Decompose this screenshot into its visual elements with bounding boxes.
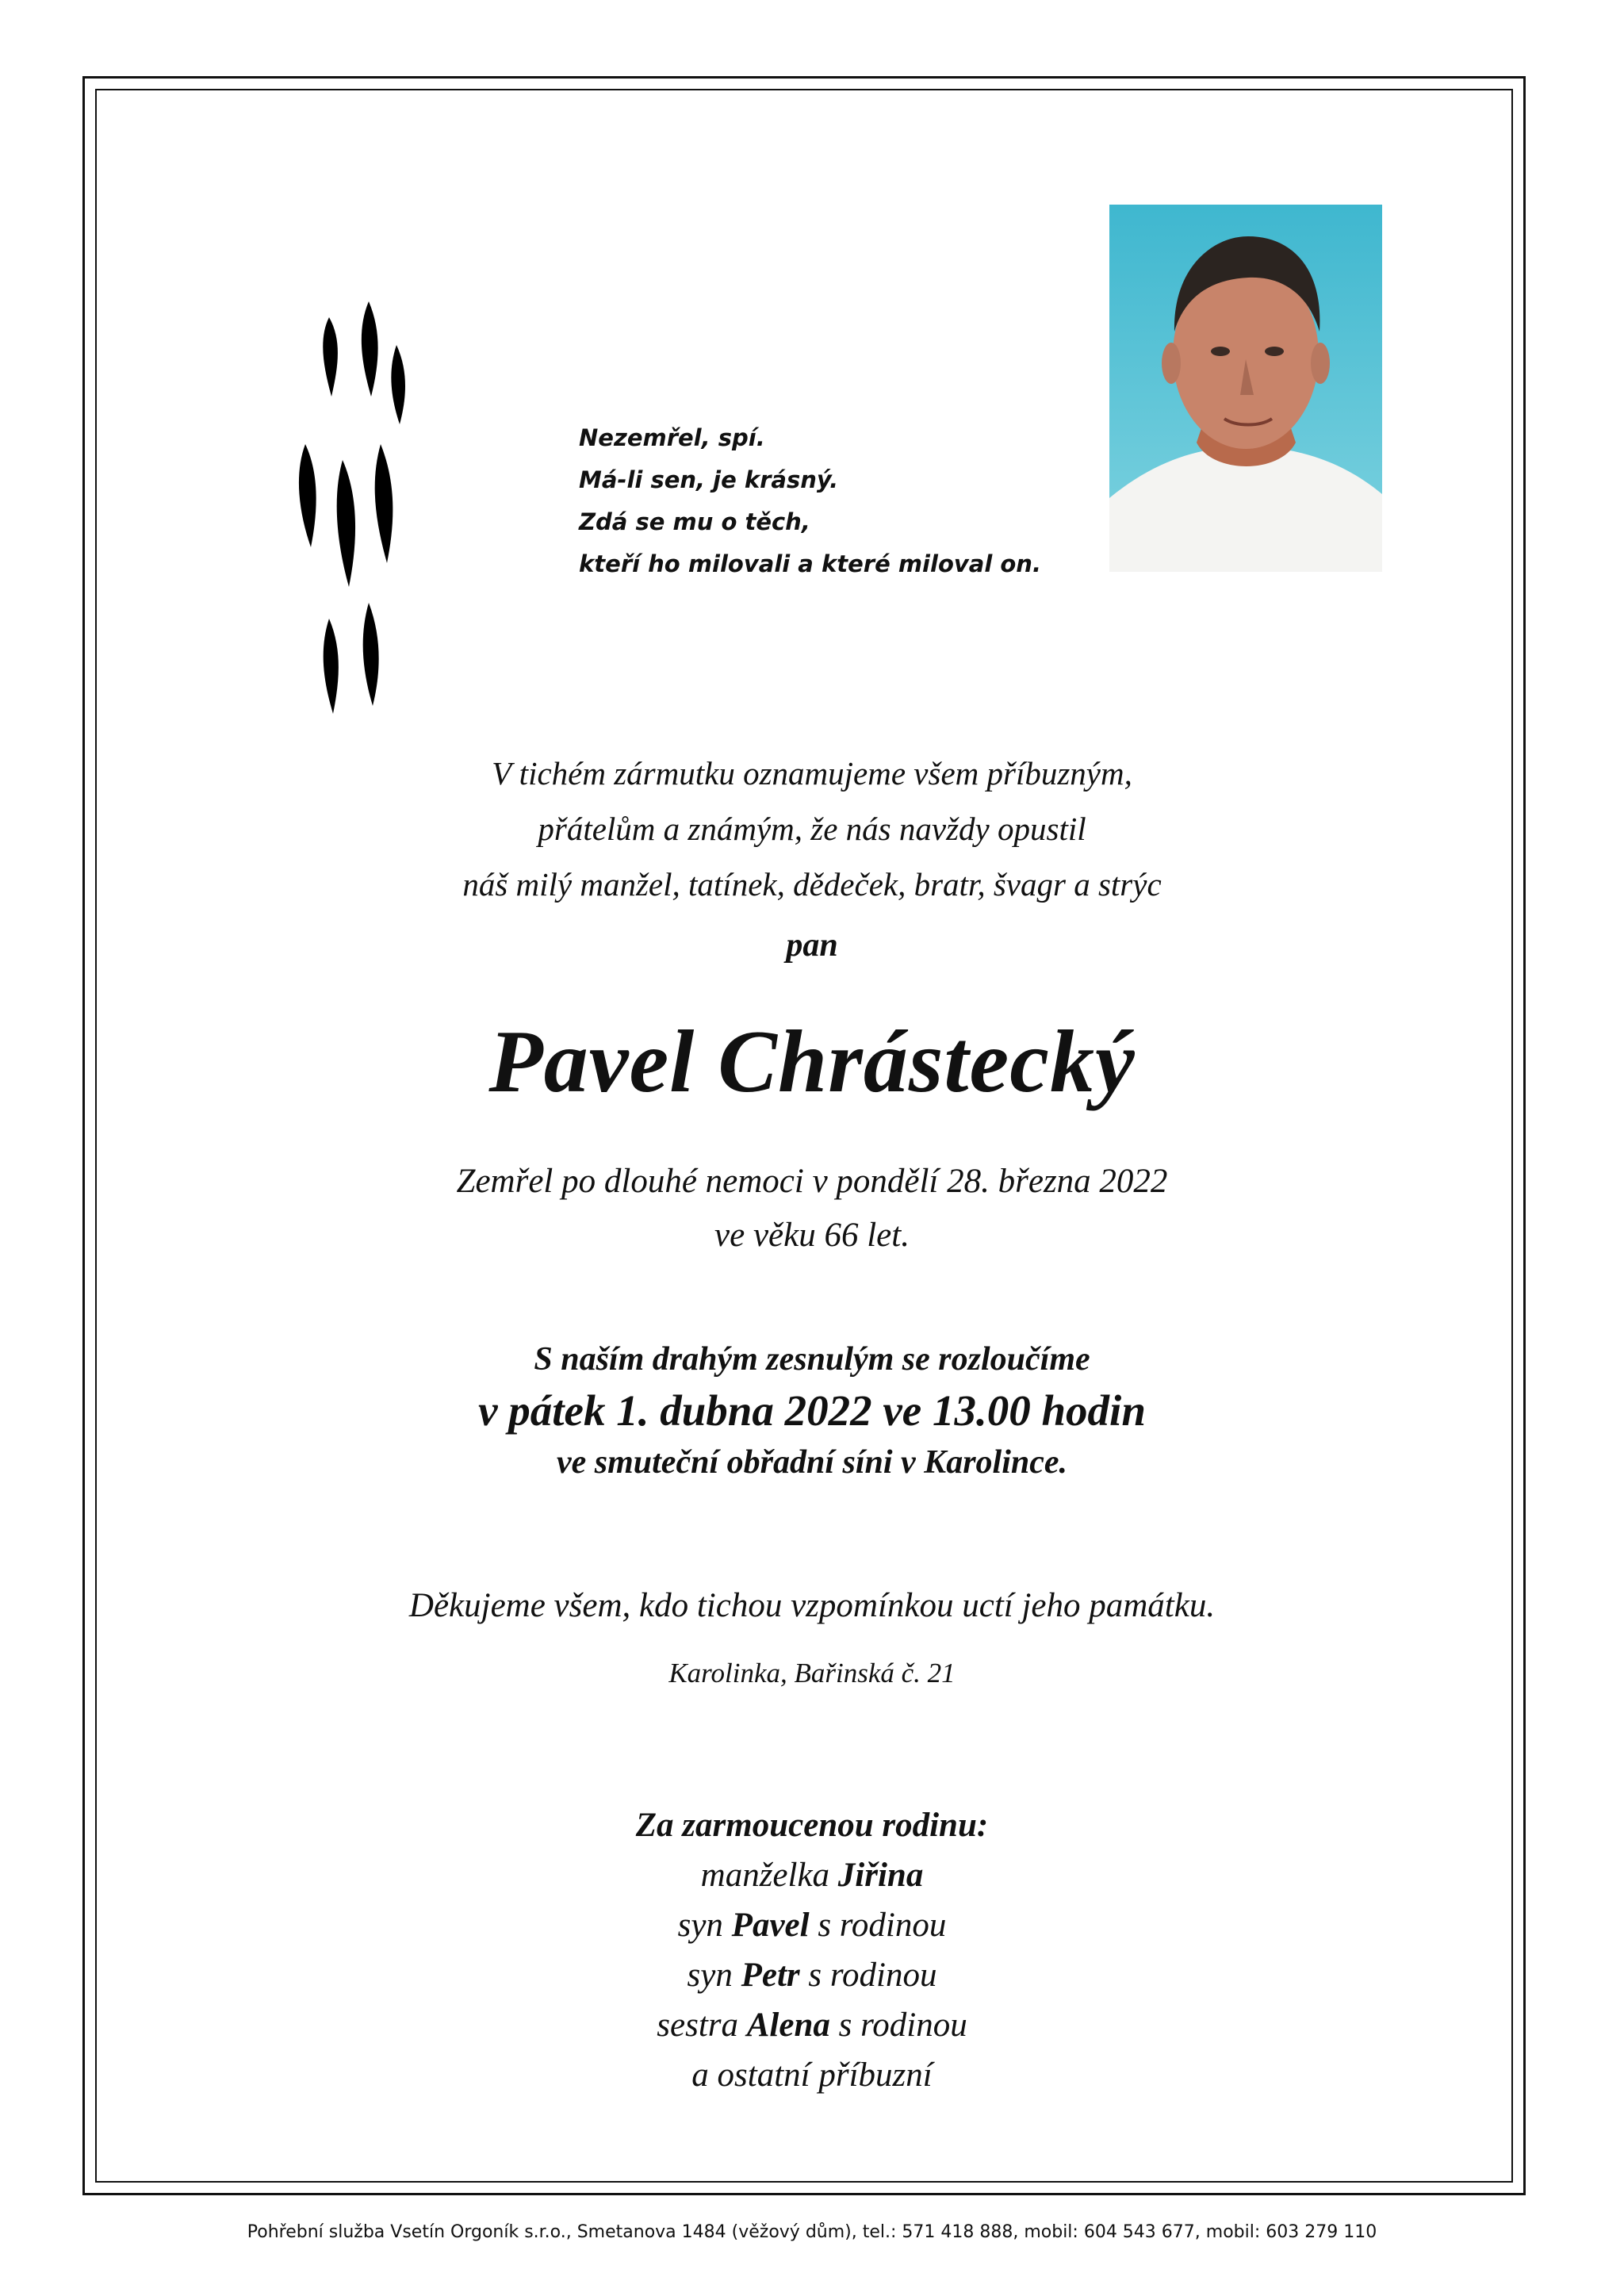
family-closing: a ostatní příbuzní bbox=[691, 2056, 933, 2094]
member-name: Pavel bbox=[731, 1907, 810, 1944]
death-line: Zemřel po dlouhé nemoci v pondělí 28. března 2022 bbox=[456, 1163, 1168, 1200]
death-notice bbox=[0, 1155, 1624, 1263]
verse-line: kteří ho milovali a které miloval on. bbox=[579, 550, 1041, 577]
relation: syn bbox=[687, 1957, 733, 1994]
memorial-verse bbox=[579, 417, 1041, 585]
member-suffix: s rodinou bbox=[808, 1957, 937, 1994]
farewell-block bbox=[0, 1336, 1624, 1485]
family-member bbox=[0, 1900, 1624, 1950]
member-name: Jiřina bbox=[837, 1857, 924, 1894]
member-suffix: s rodinou bbox=[838, 2007, 967, 2044]
relation: sestra bbox=[657, 2007, 738, 2044]
family-address: Karolinka, Bařinská č. 21 bbox=[668, 1658, 956, 1688]
family-member bbox=[0, 1950, 1624, 2000]
farewell-place: ve smuteční obřadní síni v Karolince. bbox=[556, 1444, 1068, 1481]
intro-line: V tichém zármutku oznamujeme všem příbuzným, bbox=[492, 755, 1132, 792]
relation: manželka bbox=[700, 1857, 830, 1894]
intro-line: přátelům a známým, že nás navždy opustil bbox=[538, 811, 1086, 847]
family-member bbox=[0, 2000, 1624, 2050]
farewell-date: v pátek 1. dubna 2022 ve 13.00 hodin bbox=[478, 1386, 1146, 1435]
member-name: Petr bbox=[741, 1957, 800, 1994]
portrait-photo bbox=[1109, 205, 1382, 572]
farewell-line: S naším drahým zesnulým se rozloučíme bbox=[534, 1341, 1090, 1378]
verse-line: Nezemřel, spí. bbox=[579, 424, 765, 451]
verse-line: Zdá se mu o těch, bbox=[579, 508, 810, 535]
family-heading: Za zarmoucenou rodinu: bbox=[635, 1807, 989, 1844]
member-name: Alena bbox=[746, 2007, 830, 2044]
verse-line: Má-li sen, je krásný. bbox=[579, 466, 839, 493]
family-list bbox=[0, 1800, 1624, 2100]
funeral-service-footer: Pohřební služba Vsetín Orgoník s.r.o., Smetanova 1484 (věžový dům), tel.: 571 418 888, mobil: 604 543 677, mobil: 603 279 110 bbox=[247, 2222, 1377, 2242]
deceased-name: Pavel Chrástecký bbox=[488, 1013, 1136, 1111]
intro-line: náš milý manžel, tatínek, dědeček, bratr, švagr a strýc bbox=[462, 866, 1162, 903]
family-member bbox=[0, 1850, 1624, 1900]
relation: syn bbox=[677, 1907, 723, 1944]
announcement-intro bbox=[0, 746, 1624, 912]
title-word: pan bbox=[786, 927, 838, 964]
thanks-text: Děkujeme všem, kdo tichou vzpomínkou uctí jeho památku. bbox=[408, 1587, 1216, 1624]
death-line: ve věku 66 let. bbox=[714, 1217, 910, 1254]
member-suffix: s rodinou bbox=[818, 1907, 947, 1944]
